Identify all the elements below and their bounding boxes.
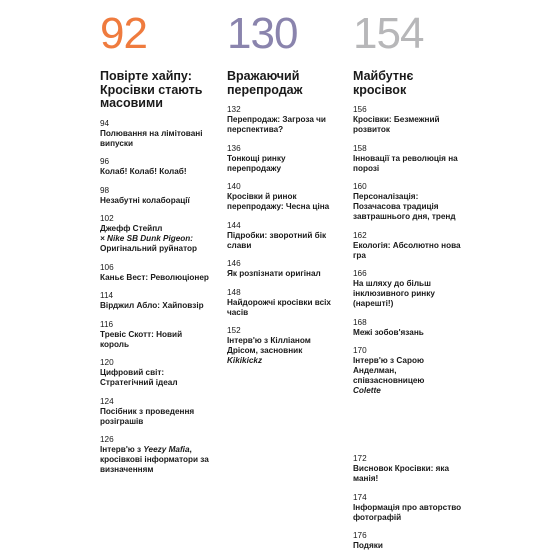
entry-title: Кросівки й ринок перепродажу: Чесна ціна — [227, 192, 330, 211]
entry-title: На шляху до більш інклюзивного ринку (нарешті!) — [353, 279, 435, 308]
entry-title — [100, 224, 210, 254]
section-number: 92 — [100, 9, 147, 58]
toc-entry[interactable] — [100, 435, 210, 475]
page-number: 116 — [100, 319, 114, 329]
page-number: 166 — [353, 269, 367, 278]
section-number: 154 — [353, 9, 424, 58]
entry-title: Кросівки: Безмежний розвиток — [353, 115, 440, 134]
toc-entry[interactable] — [100, 186, 210, 206]
toc-column-2 — [227, 9, 337, 375]
page-number: 98 — [100, 185, 110, 195]
page-number: 146 — [227, 259, 241, 268]
section-heading: Вражаючий перепродаж — [227, 69, 303, 97]
toc-entry[interactable] — [353, 346, 463, 396]
page-number: 106 — [100, 262, 114, 272]
entry-title: Межі зобов'язань — [353, 327, 424, 337]
entry-title: Подяки — [353, 541, 383, 550]
toc-column-1 — [100, 9, 210, 484]
toc-entry[interactable] — [353, 454, 463, 484]
section-number: 130 — [227, 9, 298, 58]
page-number: 160 — [353, 182, 367, 191]
toc-entry[interactable] — [100, 157, 210, 177]
toc-entry[interactable] — [100, 320, 210, 350]
page-number: 96 — [100, 157, 110, 166]
toc-entry[interactable] — [100, 263, 210, 283]
page-number: 124 — [100, 396, 114, 406]
entry-title-part: , кросівкові інформатори за визначенням — [100, 445, 209, 474]
entry-title: Вірджил Абло: Хайповзір — [100, 301, 204, 310]
page-number: 144 — [227, 220, 241, 230]
entry-title: Тревіс Скотт: Новий король — [100, 329, 183, 349]
page-number: 114 — [100, 291, 114, 300]
entry-title: Каньє Вест: Революціонер — [100, 272, 209, 282]
entry-title — [353, 356, 463, 396]
page-number: 174 — [353, 492, 367, 502]
toc-entry[interactable] — [100, 214, 210, 254]
section-heading: Майбутнє кросівок — [353, 69, 414, 97]
entry-title-part: Інтерв'ю з Кілліаном Дрісом, засновник — [227, 336, 311, 355]
entry-title: Цифровий світ: Стратегічний ідеал — [100, 368, 178, 387]
page-number: 156 — [353, 105, 367, 114]
section-heading: Повірте хайпу: Кросівки стають масовими — [100, 69, 203, 110]
entry-title: Найдорожчі кросівки всіх часів — [227, 297, 331, 317]
toc-entry[interactable] — [227, 105, 337, 135]
entry-title — [227, 336, 337, 366]
entry-title — [100, 445, 210, 475]
page-number: 168 — [353, 317, 367, 327]
entry-title-part: Оригінальний руйнатор — [100, 244, 197, 253]
page-number: 94 — [100, 118, 110, 128]
toc-entry[interactable] — [353, 231, 463, 261]
toc-entry[interactable] — [353, 182, 463, 222]
page-number: 148 — [227, 287, 241, 297]
entry-title: Полювання на лімітовані випуски — [100, 128, 203, 148]
page-number: 176 — [353, 531, 367, 540]
entry-title-italic: × Nike SB Dunk Pigeon: — [100, 234, 194, 243]
entry-title: Перепродаж: Загроза чи перспектива? — [227, 115, 326, 134]
page-number: 162 — [353, 230, 367, 240]
toc-entry[interactable] — [227, 221, 337, 251]
entry-title: Посібник з проведення розіграшів — [100, 406, 195, 426]
page-number: 136 — [227, 143, 241, 153]
entry-title-part: Інтерв'ю з Сарою Анделман, співзасновницею — [353, 356, 425, 385]
page-number: 102 — [100, 214, 114, 223]
toc-entry[interactable] — [227, 326, 337, 366]
entry-title: Незабутні колаборації — [100, 195, 190, 205]
page-number: 120 — [100, 358, 114, 367]
toc-entry[interactable] — [227, 259, 337, 279]
entry-title: Екологія: Абсолютно нова гра — [353, 240, 461, 260]
toc-entry[interactable] — [100, 291, 210, 311]
toc-entry[interactable] — [227, 182, 337, 212]
entry-title: Підробки: зворотний бік слави — [227, 230, 327, 250]
toc-entry[interactable] — [227, 144, 337, 174]
page-number: 152 — [227, 326, 241, 335]
entry-title: Як розпізнати оригінал — [227, 269, 321, 278]
toc-entry[interactable] — [353, 269, 463, 309]
toc-entry[interactable] — [353, 318, 463, 338]
page-number: 170 — [353, 346, 367, 355]
toc-entry[interactable] — [353, 493, 463, 523]
page-number: 126 — [100, 435, 114, 444]
entry-title-part: Джефф Стейпл — [100, 224, 163, 233]
toc-entry[interactable] — [227, 288, 337, 318]
toc-entry[interactable] — [353, 531, 463, 551]
entry-title: Інформація про авторство фотографій — [353, 502, 462, 522]
entry-title: Інновації та революція на порозі — [353, 153, 458, 173]
entry-title-italic: Yeezy Mafia — [143, 445, 190, 454]
entry-title-italic: Colette — [353, 386, 381, 395]
entry-title-part: Інтерв'ю з — [100, 445, 142, 454]
page-number: 158 — [353, 143, 367, 153]
toc-entry[interactable] — [353, 144, 463, 174]
entry-title: Колаб! Колаб! Колаб! — [100, 167, 187, 176]
toc-entry[interactable] — [100, 358, 210, 388]
page-number: 172 — [353, 454, 367, 463]
entry-title: Тонкощі ринку перепродажу — [227, 153, 286, 173]
entry-title: Висновок Кросівки: яка манія! — [353, 464, 450, 483]
toc-entry[interactable] — [100, 397, 210, 427]
toc-entry[interactable] — [100, 119, 210, 149]
toc-entry[interactable] — [353, 105, 463, 135]
page-number: 132 — [227, 105, 241, 114]
entry-title: Персоналізація: Позачасова традиція завтрашнього дня, тренд — [353, 192, 456, 221]
entry-title-italic: Kikikickz — [227, 356, 263, 365]
toc-column-3 — [353, 9, 463, 560]
page-number: 140 — [227, 182, 241, 191]
